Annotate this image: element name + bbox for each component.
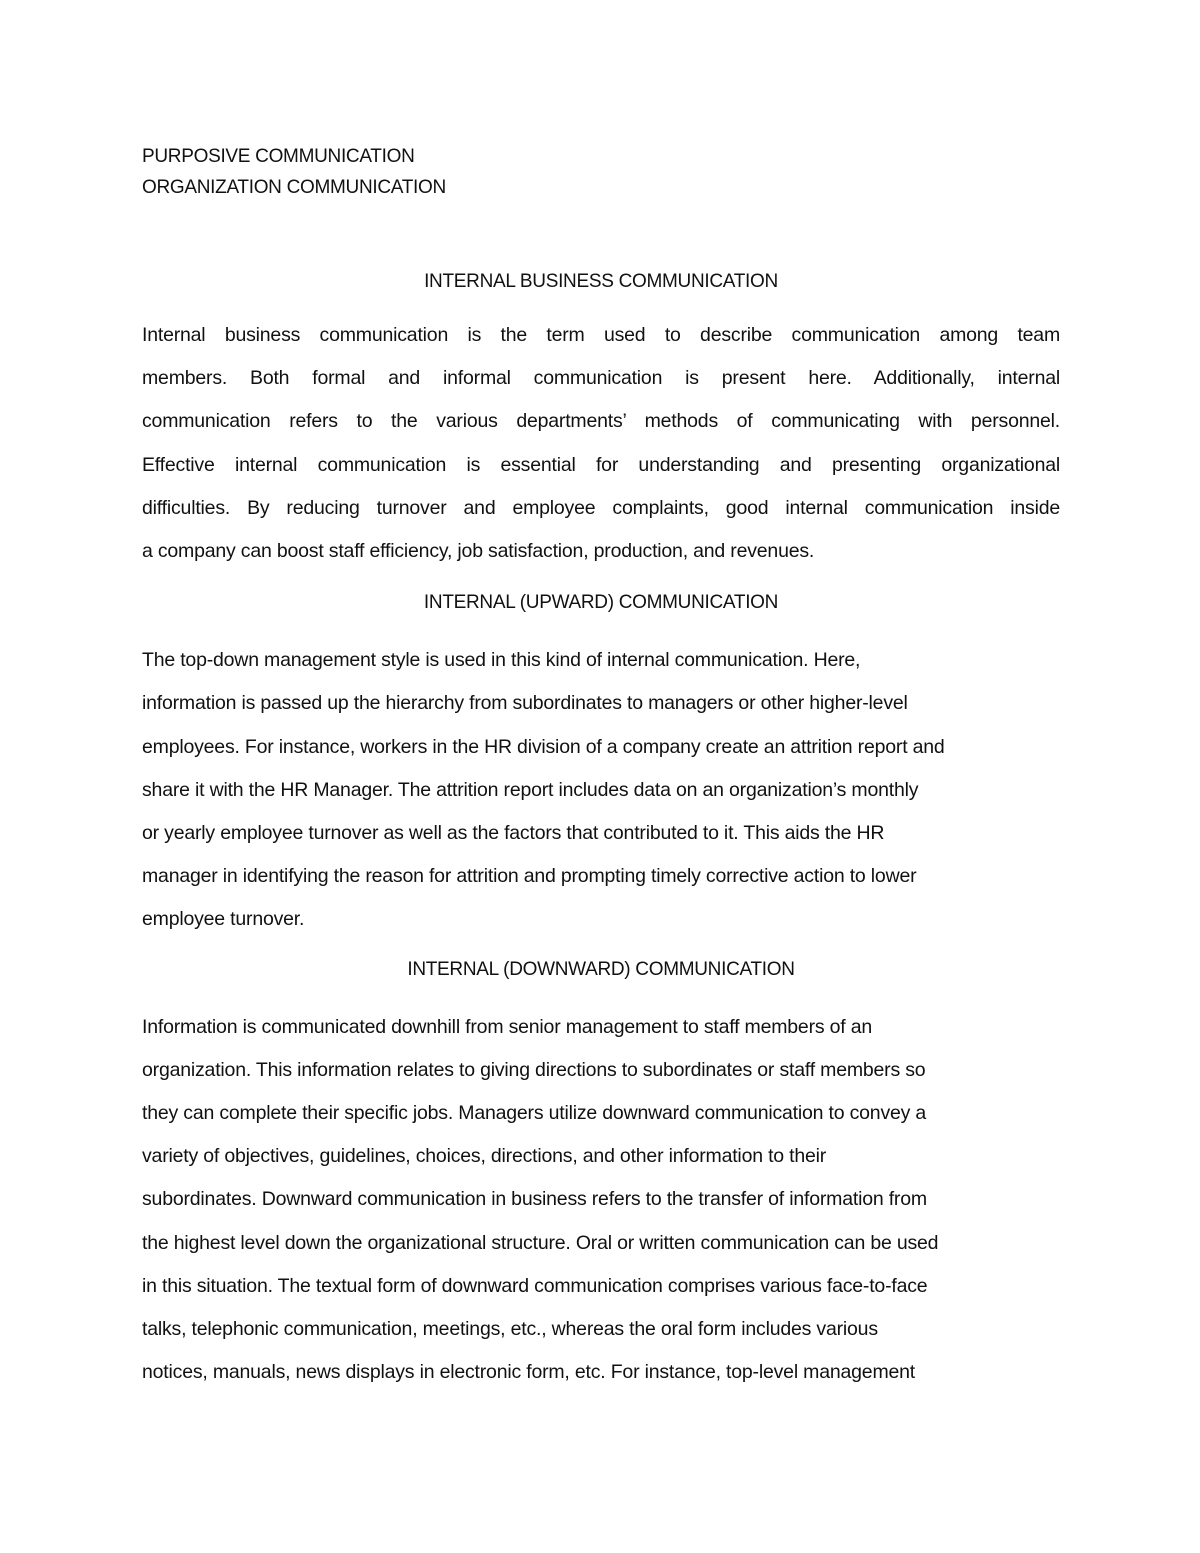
paragraph-line: employee turnover.	[142, 908, 305, 931]
paragraph-line: communication refers to the various departments’ methods of communicating with personnel.	[142, 410, 1060, 433]
paragraph-line: in this situation. The textual form of downward communication comprises various face-to-face	[142, 1274, 928, 1297]
paragraph-internal-business	[142, 314, 1060, 573]
section-heading-internal-business: INTERNAL BUSINESS COMMUNICATION	[424, 271, 778, 292]
paragraph-line: the highest level down the organizational structure. Oral or written communication can be used	[142, 1231, 939, 1254]
paragraph-line: Effective internal communication is essential for understanding and presenting organizational	[142, 453, 1060, 476]
paragraph-line: talks, telephonic communication, meetings, etc., whereas the oral form includes various	[142, 1318, 878, 1341]
paragraph-line: subordinates. Downward communication in business refers to the transfer of information from	[142, 1188, 927, 1211]
paragraph-line: variety of objectives, guidelines, choices, directions, and other information to their	[142, 1145, 827, 1168]
paragraph-line: organization. This information relates to giving directions to subordinates or staff members so	[142, 1058, 926, 1081]
paragraph-line: Information is communicated downhill from senior management to staff members of an	[142, 1015, 872, 1038]
paragraph-line: members. Both formal and informal communication is present here. Additionally, internal	[142, 367, 1060, 390]
paragraph-line: employees. For instance, workers in the HR division of a company create an attrition report and	[142, 735, 945, 758]
paragraph-line: notices, manuals, news displays in electronic form, etc. For instance, top-level management	[142, 1361, 915, 1384]
unit-title: ORGANIZATION COMMUNICATION	[142, 177, 446, 198]
section-heading-upward: INTERNAL (UPWARD) COMMUNICATION	[423, 592, 779, 614]
paragraph-line: they can complete their specific jobs. Managers utilize downward communication to convey a	[142, 1102, 927, 1125]
section-heading-downward: INTERNAL (DOWNWARD) COMMUNICATION	[407, 958, 795, 980]
paragraph-upward	[142, 639, 1060, 941]
paragraph-line: share it with the HR Manager. The attrition report includes data on an organization’s monthly	[142, 778, 919, 801]
paragraph-line: manager in identifying the reason for attrition and prompting timely corrective action to lower	[142, 865, 917, 888]
paragraph-line: The top-down management style is used in this kind of internal communication. Here,	[142, 649, 861, 672]
paragraph-line: a company can boost staff efficiency, job satisfaction, production, and revenues.	[142, 540, 815, 563]
paragraph-downward	[142, 1006, 1060, 1395]
paragraph-line: or yearly employee turnover as well as the factors that contributed to it. This aids the HR	[142, 822, 885, 845]
paragraph-line: Internal business communication is the term used to describe communication among team	[142, 324, 1060, 346]
course-title: PURPOSIVE COMMUNICATION	[142, 146, 415, 167]
document-page	[142, 141, 1060, 1394]
paragraph-line: information is passed up the hierarchy from subordinates to managers or other higher-level	[142, 692, 908, 715]
paragraph-line: difficulties. By reducing turnover and employee complaints, good internal communication inside	[142, 496, 1060, 519]
